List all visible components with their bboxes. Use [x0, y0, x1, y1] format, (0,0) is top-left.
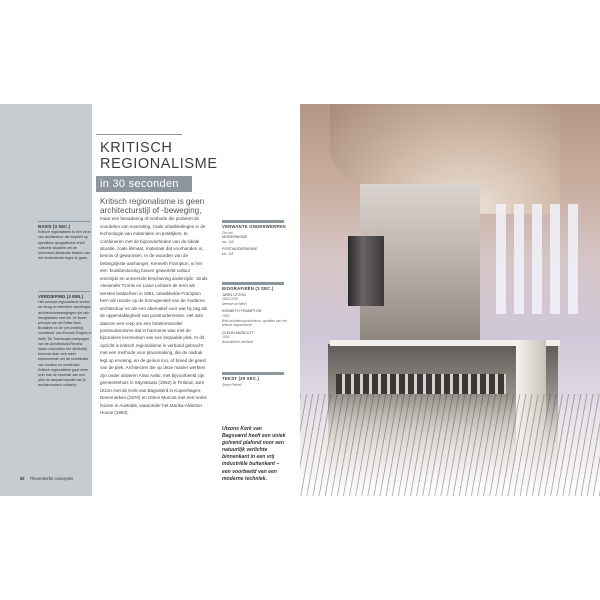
- related-rule: [222, 220, 284, 223]
- related-topics: [222, 220, 288, 257]
- related-item: POSTMODERNISME: [222, 247, 258, 252]
- sidebar-divider: [38, 221, 90, 222]
- subtitle: in 30 seconden: [100, 178, 179, 190]
- related-item-page: blz. 108: [222, 239, 234, 244]
- page-number: 92: [20, 476, 25, 481]
- page-footer: [20, 476, 73, 481]
- bios-rule: [222, 282, 284, 285]
- title-line-1: KRITISCH: [100, 140, 173, 156]
- verdieping-text: Het concept regionalisme vinden we terug in meerdere naoorlogse architectuurbewegingen die zich bezighielden met het 'ze faxen' principe van de Britse New Brutalists en de 'pre-existing conditions' van Ernesto Rogers in Italië. De Townscape-campagne van de Architectural Review kwam midvolden het 'dichtstbij', bovenal deze zich meer bekommerde om de combinatie van modern en vernieuwd. Kritisch regionalisme gaat meer over hoe de essentie van een plek de aanpak bepaalt van je architectonisch ontwerp.: [38, 300, 92, 388]
- photo-collage: [300, 104, 600, 496]
- related-heading: VERWANTE ONDERWERPEN: [222, 224, 286, 229]
- basis-text: Kritisch regionalisme is een vorm van architectuur die inspeelt op specifieke geografische en/of culturele situaties om de universeel-klinkende teksten van het modernisme tegen te gaan.: [38, 230, 91, 261]
- stripe: [568, 204, 578, 314]
- bio-role: Deense architect: [222, 301, 247, 306]
- body-text: [100, 198, 208, 416]
- title-rule: [96, 134, 182, 135]
- text-author: [222, 372, 288, 387]
- stripe: [532, 204, 542, 314]
- bio-role: Australische architect: [222, 339, 254, 344]
- section-name: Theoretische concepten: [29, 476, 74, 481]
- bios-heading: BIOGRAFIEËN (3 SEC.): [222, 286, 274, 291]
- bio-role: Brits architectuurhistoricus, opsteller van het kritisch regionalisme: [222, 318, 287, 328]
- author-rule: [222, 372, 284, 375]
- bio-name: KENNETH FRAMPTON: [222, 309, 262, 314]
- stripe: [550, 204, 560, 314]
- sidebar-basis: [38, 224, 92, 261]
- bio-name: JØRN UTZON: [222, 292, 246, 297]
- organ-image: [348, 236, 384, 306]
- stripe: [514, 204, 524, 314]
- bio-years: 1936: [222, 335, 230, 340]
- bio-name: GLENN MURCUTT: [222, 330, 254, 335]
- related-item-page: blz. 118: [222, 251, 234, 256]
- basis-heading: BASIS (3 SEC.): [38, 224, 71, 229]
- body-lead: Kritisch regionalisme is geen architecturstijl of -beweging,: [100, 197, 205, 215]
- book-spread: [0, 104, 600, 496]
- bio-years: 1930: [222, 313, 230, 318]
- sidebar-divider: [38, 291, 90, 292]
- photo-caption: Utzons Kerk van Bagsværd heeft een uniek golvend plafond voor een natuurlijk verlichte binnenkant in een vrij industriële buitenkant – een voorbeeld van een moderne techniek.: [222, 426, 286, 482]
- related-item: MODERNISME: [222, 235, 248, 240]
- verdieping-heading: VERDIEPING (3 MIN.): [38, 294, 84, 299]
- page-title: [100, 140, 218, 172]
- sidebar-verdieping: [38, 294, 92, 389]
- bio-years: 1918-2008: [222, 297, 238, 302]
- biographies: [222, 282, 288, 345]
- stripe: [496, 204, 506, 314]
- author-heading: TEKST (30 SEC.): [222, 376, 260, 381]
- author-name: Steve Parnell: [222, 382, 242, 387]
- church-windows: [336, 374, 506, 394]
- left-page: [0, 104, 300, 496]
- body-paragraph: maar een benadering of methode die probeert de voordelen van voorrating, zoals ontwikkelingen in de technologie van materialen en praktijken, te combineren met de bijzonderheden van de lokale situatie, zoals klimaat, materiaal dat voorhanden is, kennis of gewoonten. In de woorden van de belangrijkste aanhanger, Kenneth Frampton, is het een 'kruisbestuiving tussen geworteld cultuur enerzijds en universele beschaving anderzijds'. Sinds Alexander Tzonis en Liane Lefaivre de term als eersten bedachten in 1981, ontwikkelde Frampton hem als reactie op de homogeniteit van de moderne architectuur en als een alternatief voor wat hij zag als de oppervlakkigheid van postmodernisme. Het was daarom een roep om een betekenisvoller postmodernisme dat in harmonie was met de bijzondere kenmerken van een bepaalde plek. In dit opzicht is kritisch regionalisme in verband gebracht met een methode voor placemaking, die de nadruk legt op ervaring, en de genius loci, of breed de geest van de plek. Architecten die op deze manier werkten zijn onder anderen Alvar Aalto, met bijvoorbeeld zijn gemeentehuis in Säynätsalo (1952) in Finland, Jørn Utzon met de Kerk van Bagsværd in Kopenhagen, Denemarken (1976) en Glenn Murcutt met een reeks huizen in Australië, waaronder het Marika-Alderton House (1994).: [100, 216, 208, 415]
- related-intro: Zie ook: [222, 230, 233, 235]
- trees-foreground: [300, 394, 600, 496]
- title-line-2: REGIONALISME: [100, 156, 218, 172]
